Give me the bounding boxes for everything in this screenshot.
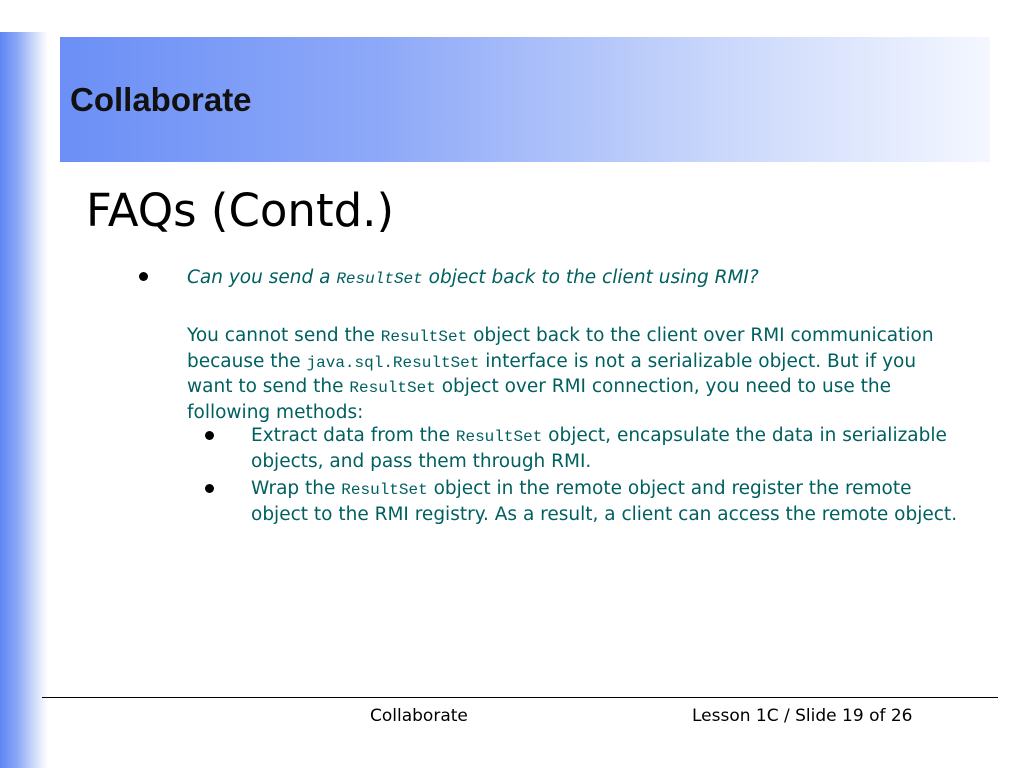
left-decorative-stripe bbox=[0, 32, 48, 768]
slide-title: FAQs (Contd.) bbox=[86, 184, 395, 237]
code-term: ResultSet bbox=[380, 328, 468, 346]
code-term: ResultSet bbox=[341, 481, 428, 499]
footer-divider bbox=[42, 697, 998, 698]
code-term: java.sql.ResultSet bbox=[306, 353, 480, 372]
code-term: ResultSet bbox=[336, 270, 423, 288]
code-term: ResultSet bbox=[455, 428, 543, 446]
bullet-icon bbox=[205, 484, 214, 493]
footer-slide-number: Lesson 1C / Slide 19 of 26 bbox=[692, 706, 913, 726]
faq-question: Can you send a ResultSet object back to the client using RMI? bbox=[187, 267, 759, 288]
bullet-icon bbox=[139, 272, 148, 281]
method-item: Wrap the ResultSet object in the remote object and register the remote object to the RMI registry. As a result, a client can access the remote object. bbox=[251, 478, 958, 525]
bullet-icon bbox=[205, 431, 214, 440]
faq-answer: You cannot send the ResultSet object back to the client over RMI communication because the java.sql.ResultSet interface is not a serializable object. But if you want to send the ResultSet object over RMI connection, you need to use the following methods: bbox=[187, 325, 934, 423]
code-term: ResultSet bbox=[349, 379, 436, 397]
header-banner bbox=[60, 37, 990, 162]
method-item: Extract data from the ResultSet object, encapsulate the data in serializable objects, and pass them through RMI. bbox=[251, 425, 947, 472]
footer-course-name: Collaborate bbox=[370, 706, 468, 726]
header-title: Collaborate bbox=[70, 81, 252, 118]
